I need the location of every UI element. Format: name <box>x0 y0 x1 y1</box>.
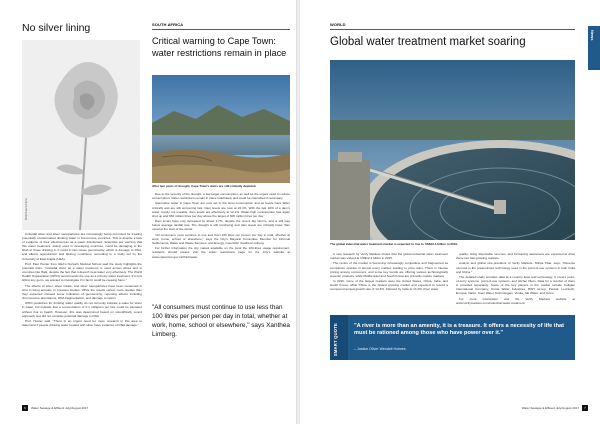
left-footer <box>22 405 88 411</box>
smart-quote-label: SMART QUOTE <box>333 322 338 356</box>
section-tag-world: WORLD <box>330 22 346 27</box>
world-paragraph: For more information visit the Verify Markets website at www.verifymarkets.com/industrial-water-treatment. <box>456 296 575 305</box>
page-number: 7 <box>582 405 588 411</box>
silver-body <box>22 232 142 408</box>
world-paragraph: Analyst and global vice-president of Verify Markets, Shilpa Tilak, says, "Reverse osmosis is the predominant technology used in the point-of-use systems in both India and China." <box>456 261 575 274</box>
smart-quote-box <box>330 315 575 360</box>
rose-illustration <box>22 40 140 230</box>
section-divider <box>152 29 290 30</box>
page-number: 6 <box>22 405 28 411</box>
capetown-pullquote: "All consumers must continue to use less than 100 litres per person per day in total, whether at work, home, school or elsewhere," says Xanthea Limberg. <box>152 304 290 338</box>
dam-photo <box>152 75 290 183</box>
world-paragraph: A new research by Verify Markets shows that the global industrial water treatment market was valued at US$12.4 billion in 2015. <box>330 252 448 261</box>
right-footer <box>300 405 588 411</box>
treatment-plant-illustration <box>330 60 575 240</box>
capetown-paragraph: Alternative water in Cape Town are now set to the level consumption and as levels have fallen critically and are still worsening fast. Dam levels are now at 22.1%. With the last 10% of a dam's water mostly not useable, dam levels are effectively at 12.1%. Water-high consumption has again shot up and 684 million litres per day above the target of 600 million litres per day. <box>152 201 290 218</box>
publication-footer: Water Sewage & Effluent July/August 2017 <box>31 406 89 410</box>
capetown-body <box>152 192 290 292</box>
publication-footer: Water Sewage & Effluent July/August 2017 <box>521 406 579 410</box>
rose-image-credit: Flickr/Laura Flynn <box>24 197 28 220</box>
silver-paragraph: The effects of silver, silver nitrate, and silver nanoparticles have been measured in vitro in living animals, in previous studies. While the results varied, more studies than they expected showed some indication of genotoxicity, reporting effects including chromosome aberrations, DNA fragmentation, and damage to sperm. <box>22 283 142 300</box>
news-tab-label: News <box>590 30 595 41</box>
smart-quote-attribution: – Justice Oliver Wendell Holmes <box>354 347 406 351</box>
silver-paragraph: Prof. Hunter said, "There is an urgent need for more research in this area to determine if people drinking water treated with silver have evidence of DNA damage." <box>22 319 142 328</box>
silver-paragraph: Prof. Paul Hunter from UEA's Norwich Medical School said the study highlights the potential risks. "Colloidal silver as a water treatment is used across Africa and in countries like Haiti, despite the fact that it doesn't treat water very effectively. The World Health Organization (WHO) recommends the use as a primary water treatment. If it isn't killing any germ, we wanted to investigate if in fact it could be causing harm." <box>22 261 142 283</box>
section-tag-south-africa: SOUTH AFRICA <box>152 22 184 27</box>
capetown-article-header <box>152 22 290 58</box>
left-page <box>0 0 295 424</box>
dam-illustration <box>152 75 290 183</box>
capetown-paragraph: For further information the city makes available on the local the 100-litres usage requirement, residents should please visit the water restrictions page on the City's website at www.capetown.gov.za/thinkwater. <box>152 246 290 259</box>
dam-caption: After two years of drought, Cape Town's dams are still critically depleted. <box>152 184 257 188</box>
silver-article-header <box>22 22 142 35</box>
smart-quote-text: "A river is more than an amenity, it is a treasure. It offers a necessity of life that must be rationed among those who have power over it." <box>354 323 564 337</box>
capetown-headline: Critical warning to Cape Town: water restrictions remain in place <box>152 36 287 58</box>
world-paragraph: The detailed study provides data at a country level and technology. It covers point-of-entry systems, point-of-use systems, and pitcher filters. Data for a number of them is provided separately. Some of the key players in the market include Culligan International Company, Kurita Water Industries, BWT Group, Pentair, Lenntech, Evoqua, Nalco, Suez Water Technologies, Veolia, GE Water, and Ovivo. <box>456 275 575 296</box>
treatment-plant-caption: The global industrial water treatment market is expected to rise to US$12.4 billion in 2019. <box>330 242 458 246</box>
page-gutter <box>296 0 300 424</box>
world-article-header <box>330 22 575 48</box>
capetown-paragraph: "All consumers must continue to use less than 100 litres per person per day in total, whether at work, home, school or elsewhere," says the City's Mayoral Committee Member for Informal Settlements, Water and Waste Services, and Energy, Councillor Xanthea Limberg. <box>152 232 290 245</box>
silver-paragraph: Colloidal silver and silver nanoparticles are increasingly being promoted for treating potentially contaminated drinking water in low-income countries. This is despite a lack of evidence of their effectiveness as a water disinfectant. Scientists are warning that this water treatment, widely used in developing countries, could be damaging to the DNA of those drinking it. It could in fact cause genotoxicity, which is damage to DNA, and affects reproduction and lifelong conditions, according to a study led by the University of East Anglia (UEA). <box>22 232 142 261</box>
world-paragraph: The centre of the market is becoming increasingly competitive and fragmented as companies operate in almost every market, leading to price wars. There is intense pricing among consumers, and some key trends are offering various technologically superior products, while Middle East and South Korea are primarily mature markets. <box>330 261 448 278</box>
rose-photo <box>22 40 140 230</box>
news-section-tab <box>588 26 600 70</box>
capetown-paragraph: Dam levels have only increased by about 3.7%, despite the recent big storms, and is still way below average rainfall rate. The drought is still continuing and dam levels are critically lower than usual at the start of the winter. <box>152 219 290 232</box>
smart-quote-tag <box>330 315 348 360</box>
section-divider <box>330 29 575 30</box>
silver-paragraph: WHO guidelines for drinking water quality do not currently indicate a value for silver in water, but indicate that a concentration of 0.1 milligram per litre could be tolerated without risk to health. However, this was determined based on scientifically sound approach and did not consider potential damage to DNA. <box>22 301 142 318</box>
world-headline: Global water treatment market soaring <box>330 36 526 48</box>
capetown-paragraph: Due to the severity of the drought, a low-target consumption, as well as the urgent need to reduce consumption, water restrictions remain in place indefinitely and could be intensified if necessary. <box>152 192 290 201</box>
world-paragraph: quality, rising disposable incomes, and increasing awareness are expected to drive these two fast-growing markets. <box>456 252 575 261</box>
world-paragraph: In 2016, some of the largest markets were the United States, China, India, and South Korea, while China is the fastest growing market and expected to record a compound annual growth rate of 14.3%, followed by India at 13.4%. Poor water <box>330 279 448 292</box>
silver-headline: No silver lining <box>22 22 91 34</box>
treatment-plant-photo <box>330 60 575 240</box>
